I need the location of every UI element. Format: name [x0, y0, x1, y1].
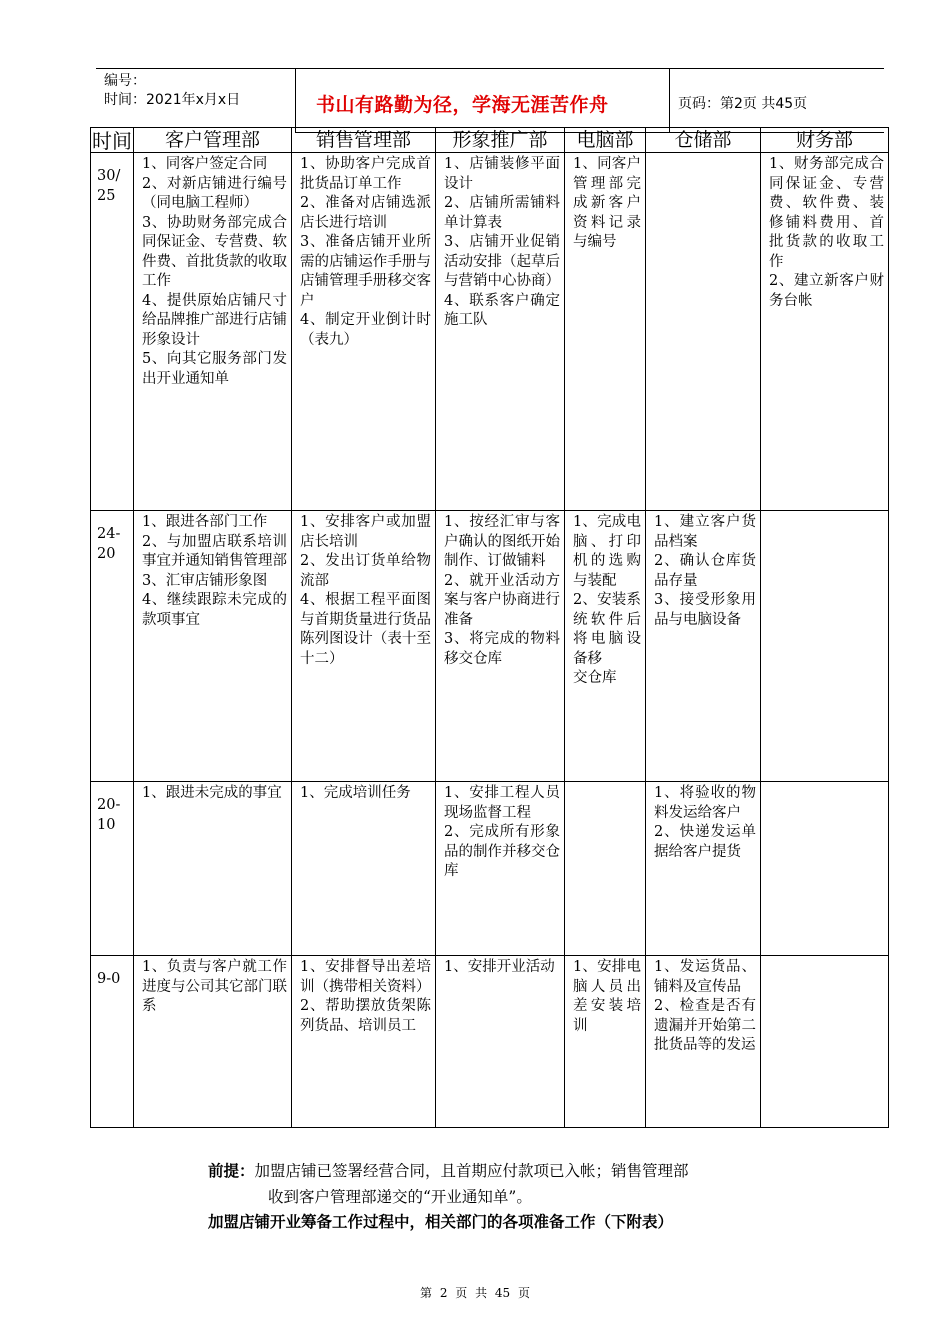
table-cell [761, 511, 889, 782]
task-item: 4、根据工程平面图与首期货量进行货品陈列图设计（表十至十二） [300, 592, 431, 667]
task-item: 3、汇审店铺形象图 [142, 572, 268, 589]
time-cell [91, 782, 134, 956]
motto-text: 书山有路勤为径，学海无涯苦作舟 [316, 94, 609, 116]
task-item: 1、发运货品、铺料及宣传品 [654, 959, 756, 995]
task-item: 2、就开业活动方案与客户协商进行准备 [444, 572, 560, 628]
task-item: 5、向其它服务部门发出开业通知单 [142, 351, 287, 387]
task-item: 1、安排客户或加盟店长培训 [300, 514, 431, 550]
table-cell [761, 956, 889, 1128]
task-item: 4、联系客户确定施工队 [444, 292, 560, 328]
table-row [91, 511, 889, 782]
task-item: 1、负责与客户就工作进度与公司其它部门联系 [142, 959, 287, 1014]
header-time: 时间 [92, 129, 132, 153]
table-cell [134, 153, 292, 511]
header-meta [104, 72, 240, 110]
table-cell [646, 511, 761, 782]
time-range: 30/25 [97, 168, 121, 204]
header-warehouse: 仓储部 [646, 128, 761, 153]
task-item: 2、店铺所需铺料单计算表 [444, 195, 560, 231]
table-cell [565, 511, 646, 782]
task-item: 3、接受形象用品与电脑设备 [654, 592, 756, 628]
time-range: 24-20 [97, 526, 121, 562]
task-item: 2、帮助摆放货架陈列货品、培训员工 [300, 998, 431, 1034]
page-info: 页码：第2页 共45页 [678, 96, 808, 112]
table-cell [565, 153, 646, 511]
task-item: 2、检查是否有遗漏并开始第二批货品等的发运 [654, 998, 756, 1053]
time-range: 9-0 [97, 971, 121, 987]
table-cell [134, 782, 292, 956]
table-cell [134, 956, 292, 1128]
task-item: 2、发出订货单给物流部 [300, 553, 431, 589]
task-item: 1、安排工程人员现场监督工程 [444, 785, 560, 821]
header-sales-mgmt: 销售管理部 [292, 128, 436, 153]
table-cell [436, 511, 565, 782]
task-item: 2、与加盟店联系培训事宜并通知销售管理部 [142, 533, 287, 569]
task-item: 1、同客户管理部完成新客户资料记录与编号 [573, 156, 641, 250]
table-cell [292, 153, 436, 511]
table-row [91, 956, 889, 1128]
time-range: 20-10 [97, 797, 121, 833]
table-cell [292, 956, 436, 1128]
time-label: 时间：2021年x月x日 [104, 92, 241, 108]
table-cell [436, 153, 565, 511]
task-item: 1、跟进未完成的事宜 [142, 785, 282, 801]
task-item: 1、建立客户货品档案 [654, 514, 756, 550]
time-cell [91, 153, 134, 511]
header-customer-mgmt: 客户管理部 [134, 128, 292, 153]
table-cell [761, 153, 889, 511]
task-item: 3、协助财务部完成合同保证金、专营费、软件费、首批货款的收取工作 [142, 214, 287, 289]
table-row [91, 782, 889, 956]
table-cell [565, 956, 646, 1128]
task-item: 1、协助客户完成首批货品订单工作 [300, 156, 431, 192]
task-item: 3、店铺开业促销活动安排（起草后与营销中心协商） [444, 234, 560, 289]
table-subtitle: 加盟店铺开业筹备工作过程中，相关部门的各项准备工作（下附表） [208, 1213, 674, 1231]
task-item: 2、对新店铺进行编号（同电脑工程师） [142, 175, 287, 211]
task-item: 1、安排电脑人员出差安装培训 [573, 959, 641, 1034]
task-item: 1、同客户签定合同 [142, 156, 268, 172]
time-cell [91, 956, 134, 1128]
page-footer: 第 2 页 共 45 页 [420, 1286, 530, 1300]
task-item: 4、继续跟踪未完成的款项事宜 [142, 592, 287, 628]
task-item: 4、提供原始店铺尺寸给品牌推广部进行店铺形象设计 [142, 292, 287, 348]
table-body [91, 153, 889, 1128]
task-item: 2、确认仓库货品存量 [654, 553, 756, 589]
task-item: 1、财务部完成合同保证金、专营费、软件费、装修铺料费用、首批货款的收取工作 [769, 156, 884, 270]
task-item: 2、快递发运单据给客户提货 [654, 824, 756, 860]
table-cell [646, 782, 761, 956]
task-item: 2、安装系统软件后将电脑设备移 [573, 592, 641, 667]
premise-label: 前提： [208, 1162, 255, 1180]
task-item: 交仓库 [573, 670, 617, 686]
table-cell [646, 153, 761, 511]
premise-line-1: 加盟店铺已签署经营合同，且首期应付款项已入帐；销售管理部 [254, 1162, 689, 1180]
task-item: 1、完成电脑、打印机的选购与装配 [573, 514, 641, 589]
header-finance: 财务部 [761, 128, 889, 153]
task-item: 1、跟进各部门工作 [142, 514, 268, 530]
task-item: 2、完成所有形象品的制作并移交仓库 [444, 824, 560, 879]
task-item: 2、建立新客户财务台帐 [769, 273, 884, 309]
task-item: 1、安排督导出差培训（携带相关资料） [300, 959, 431, 995]
header-computer-dept: 电脑部 [565, 128, 646, 153]
table-header-row [91, 128, 889, 153]
task-item: 1、店铺装修平面设计 [444, 156, 560, 192]
table-cell [565, 782, 646, 956]
task-item: 3、准备店铺开业所需的店铺运作手册与店铺管理手册移交客户 [300, 234, 431, 309]
task-item: 3、将完成的物料移交仓库 [444, 631, 560, 667]
table-cell [134, 511, 292, 782]
task-item: 1、完成培训任务 [300, 785, 411, 801]
table-cell [292, 782, 436, 956]
table-cell [436, 782, 565, 956]
table-cell [436, 956, 565, 1128]
table-row [91, 153, 889, 511]
department-schedule-table [90, 127, 889, 1128]
number-label: 编号： [104, 73, 146, 89]
header-image-promotion: 形象推广部 [436, 128, 565, 153]
task-item: 1、将验收的物料发运给客户 [654, 785, 756, 821]
task-item: 1、按经汇审与客户确认的图纸开始制作、订做铺料 [444, 514, 560, 569]
table-cell [761, 782, 889, 956]
premise-note [208, 1158, 828, 1210]
time-cell [91, 511, 134, 782]
premise-line-2: 收到客户管理部递交的“开业通知单”。 [268, 1188, 532, 1206]
task-item: 2、准备对店铺选派店长进行培训 [300, 195, 431, 231]
table-cell [292, 511, 436, 782]
task-item: 4、制定开业倒计时（表九） [300, 312, 431, 348]
task-item: 1、安排开业活动 [444, 959, 555, 975]
table-cell [646, 956, 761, 1128]
